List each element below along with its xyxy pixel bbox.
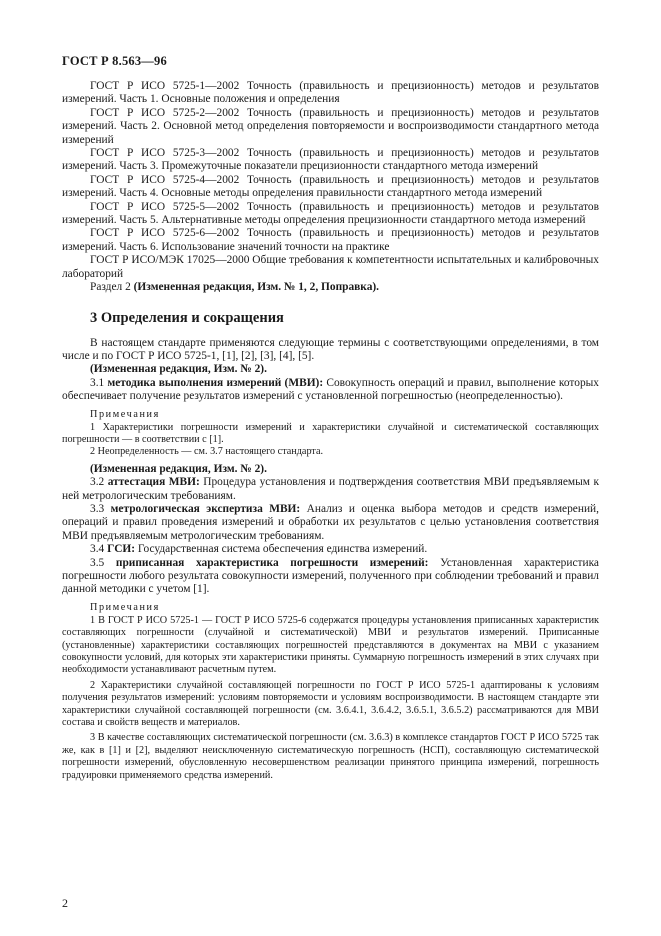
revision-prefix: Раздел 2 (90, 281, 134, 294)
definition-text: Государственная система обеспечения единства измерений. (135, 543, 428, 556)
notes-heading: Примечания (90, 408, 160, 420)
note-item: 2 Неопределенность — см. 3.7 настоящего стандарта. (90, 446, 324, 458)
section-intro: В настоящем стандарте применяются следующие термины с соответствующими определениями, в том числе и по ГОСТ Р ИСО 5725-1, [1], [2], [3], [4], [5]. (62, 336, 599, 362)
document-header: ГОСТ Р 8.563—96 (62, 54, 167, 68)
revision-note: (Измененная редакция, Изм. № 2). (90, 363, 267, 376)
note-item: 3 В качестве составляющих систематической погрешности (см. 3.6.3) в комплексе стандартов ГОСТ Р ИСО 5725 так же, как в [1] и [2], выделяют неисключенную систематическую погрешность (НСП), составляющую систематической погрешности измерений, обусловленную несовершенством реализации принятого принципа измерений, погрешность градуировки применяемого средства измерений. (62, 732, 599, 781)
definition-term: методика выполнения измерений (МВИ): (107, 376, 324, 389)
definition-3-1 (62, 377, 599, 404)
page-number: 2 (62, 896, 68, 910)
definition-text: Установленная характеристика погрешности любого результата совокупности измерений, полученного при соблюдении требований и правил данной методики с учетом [1]. (62, 556, 599, 596)
definition-3-2 (62, 476, 599, 503)
revision-note (62, 281, 599, 294)
definition-term: метрологическая экспертиза МВИ: (110, 502, 301, 515)
reference-item: ГОСТ Р ИСО/МЭК 17025—2000 Общие требования к компетентности испытательных и калибровочных лабораторий (62, 254, 599, 280)
definition-number: 3.1 (90, 376, 108, 389)
reference-item: ГОСТ Р ИСО 5725-5—2002 Точность (правильность и прецизионность) методов и результатов измерений. Часть 5. Альтернативные методы определения прецизионности стандартного метода измерений (62, 200, 599, 227)
normative-references (62, 80, 599, 295)
reference-item: ГОСТ Р ИСО 5725-4—2002 Точность (правильность и прецизионность) методов и результатов измерений. Часть 4. Основные методы определения правильности стандартного метода измерений (62, 173, 599, 200)
definition-3-3 (62, 503, 599, 543)
reference-item: ГОСТ Р ИСО 5725-6—2002 Точность (правильность и прецизионность) методов и результатов измерений. Часть 6. Использование значений точности на практике (62, 227, 599, 253)
definition-number: 3.4 (90, 543, 108, 556)
reference-item: ГОСТ Р ИСО 5725-2—2002 Точность (правильность и прецизионность) методов и результатов измерений. Часть 2. Основной метод определения повторяемости и воспроизводимости стандартного метода измерений (62, 106, 599, 146)
revision-note: (Измененная редакция, Изм. № 2). (90, 462, 267, 475)
document-body (62, 80, 599, 782)
definition-3-4 (62, 543, 599, 556)
note-item: 1 Характеристики погрешности измерений и характеристики случайной и систематической составляющих погрешности — в соответствии с [1]. (62, 421, 599, 445)
definition-text: Анализ и оценка выбора методов и средств измерений, операций и правил проведения измерений и обработки их результатов с целью установления соответствия МВИ предъявляемым метрологическим требованиям. (62, 502, 599, 542)
definition-term: приписанная характеристика погрешности измерений: (115, 556, 429, 569)
revision-bold: (Измененная редакция, Изм. № 1, 2, Поправка). (133, 281, 380, 294)
definition-3-5 (62, 557, 599, 597)
note-item: 1 В ГОСТ Р ИСО 5725-1 — ГОСТ Р ИСО 5725-6 содержатся процедуры установления приписанных характеристик составляющих погрешности (случайной и систематической) МВИ и результатов измерений. Приписанные (установленные) характеристики составляющих погрешностей представляются в документах на МВИ с указанием совокупности условий, для которых эти характеристики приняты. Суммарную погрешность измерений в этих случаях при необходимости устанавливают расчетным путем. (62, 614, 599, 676)
definition-number: 3.3 (90, 502, 111, 515)
definition-number: 3.2 (90, 476, 108, 489)
section-title: 3 Определения и сокращения (90, 309, 284, 326)
definition-term: ГСИ: (107, 543, 136, 556)
definition-term: аттестация МВИ: (107, 476, 200, 489)
reference-item: ГОСТ Р ИСО 5725-3—2002 Точность (правильность и прецизионность) методов и результатов измерений. Часть 3. Промежуточные показатели прецизионности стандартного метода измерений (62, 147, 599, 173)
notes-heading: Примечания (90, 601, 160, 613)
reference-item: ГОСТ Р ИСО 5725-1—2002 Точность (правильность и прецизионность) методов и результатов измерений. Часть 1. Основные положения и определения (62, 80, 599, 106)
definition-number: 3.5 (90, 556, 116, 569)
note-item: 2 Характеристики случайной составляющей погрешности по ГОСТ Р ИСО 5725-1 адаптированы к условиям получения результатов измерений: условиям повторяемости и условиям воспроизводимости. В настоящем стандарте эти характеристики случайной составляющей погрешности (см. 3.6.4.1, 3.6.4.2, 3.6.5.1, 3.6.5.2) рассматриваются для МВИ состава и свойств веществ и материалов. (62, 679, 599, 729)
definition-text: Совокупность операций и правил, выполнение которых обеспечивает получение результатов измерений с установленной погрешностью (неопределенностью). (62, 376, 599, 403)
definition-text: Процедура установления и подтверждения соответствия МВИ предъявляемым к ней метрологическим требованиям. (62, 476, 599, 502)
